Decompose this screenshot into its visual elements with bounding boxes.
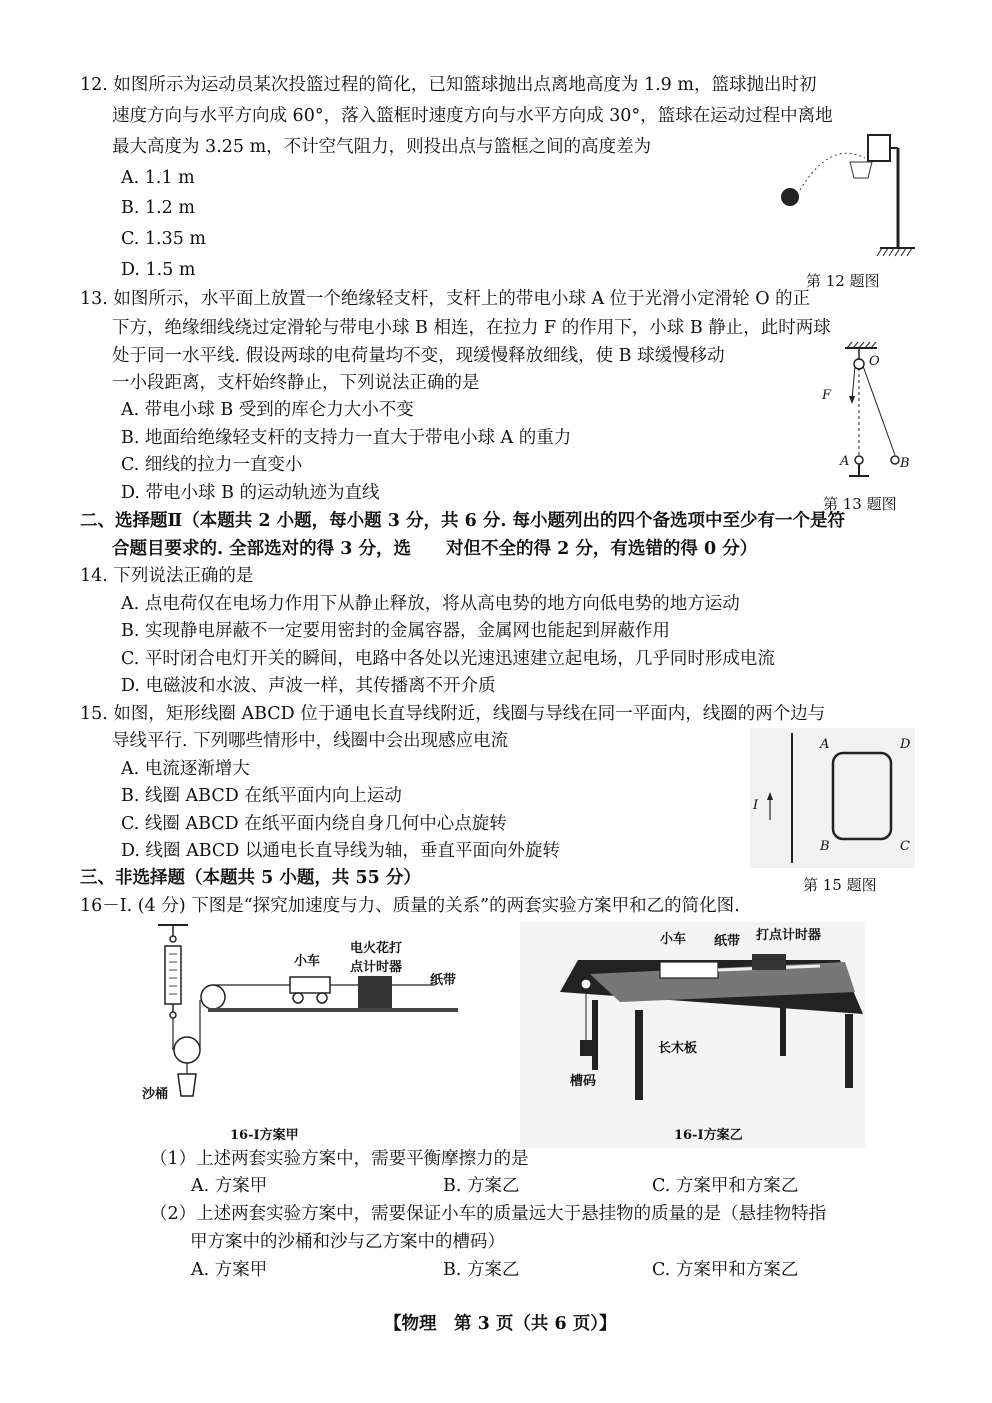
q15-option-b: B. 线圈 ABCD 在纸平面内向上运动 xyxy=(121,786,402,806)
scheme-b-timer-label: 打点计时器 xyxy=(756,928,822,943)
q15-option-c: C. 线圈 ABCD 在纸平面内绕自身几何中心点旋转 xyxy=(121,814,507,834)
scheme-b-weight-label: 槽码 xyxy=(570,1074,597,1089)
q14-option-c: C. 平时闭合电灯开关的瞬间，电路中各处以光速迅速建立起电场，几乎同时形成电流 xyxy=(121,649,775,669)
scheme-a-cart-label: 小车 xyxy=(294,954,321,969)
q15-caption: 第 15 题图 xyxy=(803,876,877,894)
coil-label-a: A xyxy=(820,737,830,752)
q12-option-a: A. 1.1 m xyxy=(121,168,195,188)
scheme-b-board-label: 长木板 xyxy=(658,1041,698,1056)
hoop-net xyxy=(850,162,872,178)
table-leg xyxy=(635,1010,643,1100)
q12-option-c: C. 1.35 m xyxy=(121,229,207,249)
q13-option-c: C. 细线的拉力一直变小 xyxy=(121,455,303,475)
spark-timer xyxy=(358,976,392,1008)
section2-header-line-2: 合题目要求的. 全部选对的得 3 分，选 对但不全的得 2 分，有选错的得 0 分） xyxy=(112,539,758,559)
q14-stem: 14. 下列说法正确的是 xyxy=(80,566,254,586)
q16-intro: 16－Ⅰ. (4 分) 下图是“探究加速度与力、质量的关系”的两套实验方案甲和乙的简化图. xyxy=(80,896,740,916)
scheme-a-timer-label-1: 电火花打 xyxy=(350,941,403,956)
q12-option-d: D. 1.5 m xyxy=(121,260,196,280)
q12-caption: 第 12 题图 xyxy=(806,272,880,290)
q13-caption: 第 13 题图 xyxy=(823,495,897,513)
table-a xyxy=(208,1008,458,1012)
q14-option-d: D. 电磁波和水波、声波一样，其传播离不开介质 xyxy=(121,676,496,696)
q12-option-b: B. 1.2 m xyxy=(121,198,195,218)
label-f: F xyxy=(822,388,832,403)
q16-sub2-line-1: （2）上述两套实验方案中，需要保证小车的质量远大于悬挂物的质量的是（悬挂物特指 xyxy=(150,1204,827,1224)
q16-sub1-option-a: A. 方案甲 xyxy=(191,1176,268,1196)
backboard xyxy=(868,135,890,161)
trajectory-path xyxy=(800,153,865,190)
q12-line-3: 最大高度为 3.25 m，不计空气阻力，则投出点与篮框之间的高度差为 xyxy=(112,137,652,157)
label-b: B xyxy=(900,456,910,471)
q15-option-d: D. 线圈 ABCD 以通电长直导线为轴，垂直平面向外旋转 xyxy=(121,841,560,861)
sand-bucket xyxy=(178,1074,196,1096)
q12-line-2: 速度方向与水平方向成 60°，落入篮框时速度方向与水平方向成 30°，篮球在运动过程中离地 xyxy=(112,106,833,126)
scheme-b-caption: 16-Ⅰ方案乙 xyxy=(674,1128,743,1143)
scheme-a-tape-label: 纸带 xyxy=(430,973,457,988)
q13-option-d: D. 带电小球 B 的运动轨迹为直线 xyxy=(121,483,380,503)
q16-sub1-option-c: C. 方案甲和方案乙 xyxy=(652,1176,799,1196)
q15-option-a: A. 电流逐渐增大 xyxy=(121,759,250,779)
q13-line-3: 处于同一水平线. 假设两球的电荷量均不变，现缓慢释放细线，使 B 球缓慢移动 xyxy=(112,346,725,366)
q16-sub1: （1）上述两套实验方案中，需要平衡摩擦力的是 xyxy=(150,1149,529,1169)
label-o: O xyxy=(869,354,880,369)
basketball-figure xyxy=(770,130,920,265)
q16-sub2-option-a: A. 方案甲 xyxy=(191,1260,268,1280)
force-f-line xyxy=(852,366,855,400)
thread-to-b xyxy=(863,366,895,455)
figure-b-background xyxy=(520,922,865,1148)
q16-sub1-option-b: B. 方案乙 xyxy=(443,1176,520,1196)
coil-figure xyxy=(750,728,915,868)
section3-header: 三、非选择题（本题共 5 小题，共 55 分） xyxy=(80,868,421,888)
coil-label-d: D xyxy=(900,737,911,752)
q16-sub2-option-b: B. 方案乙 xyxy=(443,1260,520,1280)
scheme-b-figure xyxy=(520,922,865,1148)
spring-scale xyxy=(165,946,181,1004)
scheme-a-bucket-label: 沙桶 xyxy=(142,1087,169,1102)
q13-line-1: 13. 如图所示，水平面上放置一个绝缘轻支杆，支杆上的带电小球 A 位于光滑小定滑轮 O 的正 xyxy=(80,289,811,309)
fixed-pulley xyxy=(201,985,225,1009)
q13-option-b: B. 地面给绝缘轻支杆的支持力一直大于带电小球 A 的重力 xyxy=(121,428,572,448)
ball-a xyxy=(855,456,863,464)
label-a: A xyxy=(840,454,850,469)
q12-line-1: 12. 如图所示为运动员某次投篮过程的简化，已知篮球抛出点离地高度为 1.9 m，篮球抛出时初 xyxy=(80,75,817,95)
movable-pulley xyxy=(174,1037,200,1063)
coil-label-c: C xyxy=(900,839,910,854)
current-label-i: I xyxy=(753,798,759,813)
q15-line-1: 15. 如图，矩形线圈 ABCD 位于通电长直导线附近，线圈与导线在同一平面内，线圈的两个边与 xyxy=(80,704,826,724)
basketball xyxy=(781,188,799,206)
q15-line-2: 导线平行. 下列哪些情形中，线圈中会出现感应电流 xyxy=(112,731,509,751)
coil-label-b: B xyxy=(820,839,830,854)
q16-sub2-option-c: C. 方案甲和方案乙 xyxy=(652,1260,799,1280)
ball-b xyxy=(891,456,899,464)
q14-option-b: B. 实现静电屏蔽不一定要用密封的金属容器，金属网也能起到屏蔽作用 xyxy=(121,621,670,641)
scheme-a-caption: 16-Ⅰ方案甲 xyxy=(230,1128,299,1143)
cart-b xyxy=(660,962,718,978)
q16-sub2-line-2: 甲方案中的沙桶和沙与乙方案中的槽码） xyxy=(190,1232,505,1252)
q13-line-2: 下方，绝缘细线绕过定滑轮与带电小球 B 相连，在拉力 F 的作用下，小球 B 静止，此时两球 xyxy=(112,318,831,338)
dot-timer xyxy=(752,954,786,970)
scheme-a-timer-label-2: 点计时器 xyxy=(350,960,403,975)
page-footer: 【物理 第 3 页（共 6 页）】 xyxy=(384,1314,617,1334)
q13-option-a: A. 带电小球 B 受到的库仑力大小不变 xyxy=(121,400,414,420)
pulley-o xyxy=(854,359,864,369)
q13-line-4: 一小段距离，支杆始终静止，下列说法正确的是 xyxy=(112,373,480,393)
q14-option-a: A. 点电荷仅在电场力作用下从静止释放，将从高电势的地方向低电势的地方运动 xyxy=(121,594,740,614)
scheme-b-cart-label: 小车 xyxy=(660,932,687,947)
hook-weight xyxy=(580,1040,592,1056)
section2-header-line-1: 二、选择题Ⅱ（本题共 2 小题，每小题 3 分，共 6 分. 每小题列出的四个备选项中至少有一个是符 xyxy=(80,511,846,531)
cart-a xyxy=(290,977,330,993)
scheme-b-tape-label: 纸带 xyxy=(714,934,741,949)
